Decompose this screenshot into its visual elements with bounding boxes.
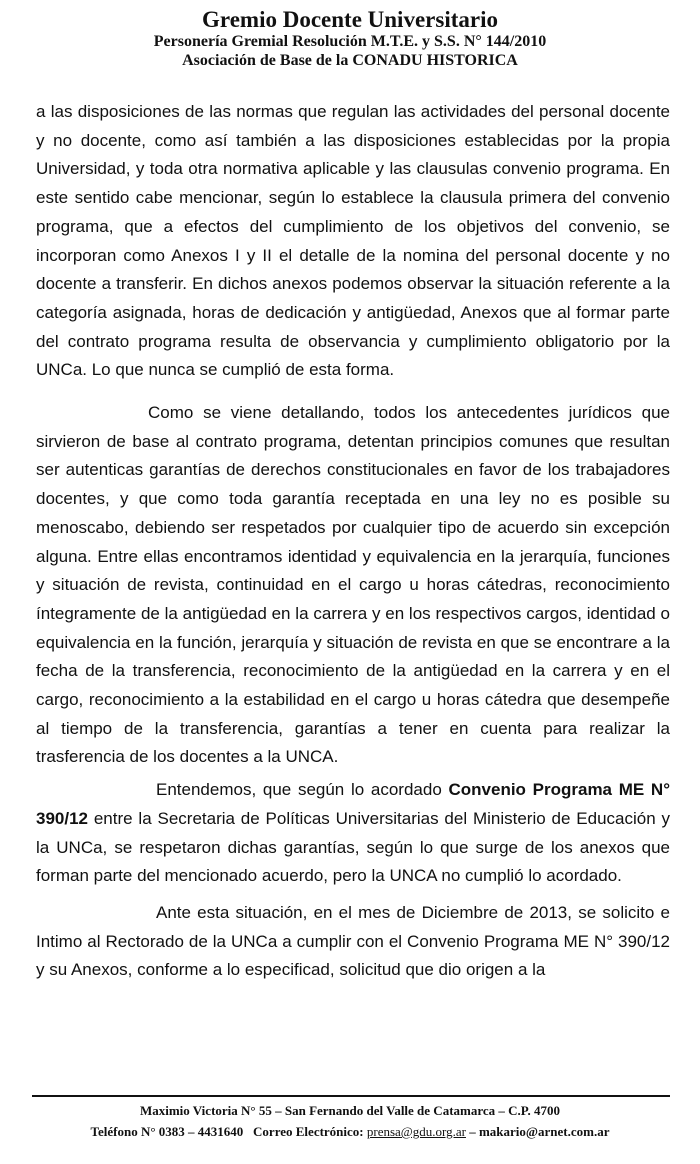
footer-contact bbox=[0, 1121, 700, 1142]
footer-email-link[interactable]: prensa@gdu.org.ar bbox=[366, 1124, 466, 1139]
paragraph-3-rest: entre la Secretaria de Políticas Universitarias del Ministerio de Educación y la UNCa, se respetaron dichas garantías, según lo que surge de los anexos que forman parte del mencionado acuerdo, pero la UNCA no cumplió lo acordado. bbox=[36, 808, 670, 886]
organization-title: Gremio Docente Universitario bbox=[202, 7, 498, 32]
paragraph-1: a las disposiciones de las normas que regulan las actividades del personal docente y no docente, como así también a las disposiciones establecidas por la propia Universidad, y toda otra normativa aplicable y las clausulas convenio programa. En este sentido cabe mencionar, según lo establece la clausula primera del convenio programa, que a efectos del cumplimiento de los objetivos del convenio, se incorporan como Anexos I y II el detalle de la nomina del personal docente y no docente a transferir. En dichos anexos podemos observar la situación referente a la categoría asignada, horas de dedicación y antigüedad, Anexos que al formar parte del contrato programa resulta de observancia y cumplimiento obligatorio por la UNCa. Lo que nunca se cumplió de esta forma. bbox=[36, 102, 670, 380]
organization-subtitle: Personería Gremial Resolución M.T.E. y S.S. N° 144/2010 bbox=[153, 33, 547, 50]
footer-phone: Teléfono N° 0383 – 4431640 bbox=[90, 1124, 244, 1139]
paragraph-4: Ante esta situación, en el mes de Diciembre de 2013, se solicito e Intimo al Rectorado de la UNCa a cumplir con el Convenio Programa ME N° 390/12 y su Anexos, conforme a lo especificad, solicitud que dio origen a la bbox=[36, 902, 670, 980]
footer-divider bbox=[32, 1095, 670, 1097]
footer-email-2[interactable]: makario@arnet.com.ar bbox=[478, 1124, 610, 1139]
letterhead bbox=[0, 8, 700, 70]
paragraph-3-bold: Convenio Programa ME N° 390/12 bbox=[36, 780, 670, 828]
paragraph-2: Como se viene detallando, todos los antecedentes jurídicos que sirvieron de base al contrato programa, detentan principios comunes que resultan ser autenticas garantías de derechos constitucionales en favor de los trabajadores docentes, y que como toda garantía receptada en una ley no es posible su menoscabo, debiendo ser respetados por cualquier tipo de acuerdo sin excepción alguna. Entre ellas encontramos identidad y equivalencia en la jerarquía, funciones y situación de revista, continuidad en el cargo u horas cátedras, reconocimiento íntegramente de la antigüedad en la carrera y en los respectivos cargos, identidad o equivalencia en la función, jerarquía y situación de revista en que se encontrare a la fecha de la transferencia, reconocimiento de la antigüedad en la carrera y en el cargo, reconocimiento a la estabilidad en el cargo u horas cátedra que desempeñe al tiempo de la transferencia, garantías a tener en cuenta para realizar la trasferencia de los docentes a la UNCA. bbox=[36, 403, 670, 767]
organization-association: Asociación de Base de la CONADU HISTORICA bbox=[182, 52, 518, 69]
footer-email-separator: – bbox=[465, 1124, 479, 1139]
footer bbox=[0, 1100, 700, 1142]
document-body bbox=[36, 98, 670, 985]
footer-email-label: Correo Electrónico: bbox=[253, 1124, 364, 1139]
paragraph-3 bbox=[36, 776, 670, 891]
footer-address: Maximio Victoria N° 55 – San Fernando del Valle de Catamarca – C.P. 4700 bbox=[139, 1103, 561, 1118]
paragraph-3-lead: Entendemos, que según lo acordado bbox=[156, 780, 449, 800]
